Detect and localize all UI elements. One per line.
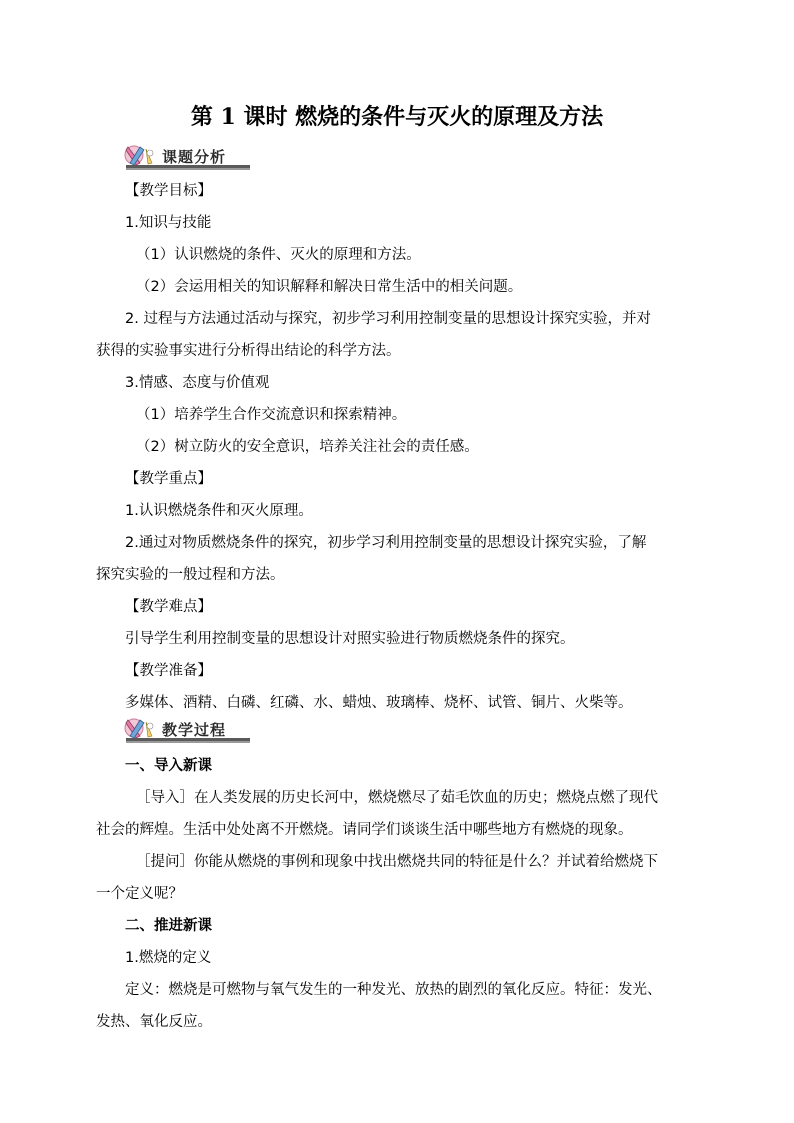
preparation-heading: 【教学准备】 xyxy=(125,663,212,679)
difficulty-heading: 【教学难点】 xyxy=(125,599,212,615)
intro-line1: ［导入］在人类发展的历史长河中，燃烧燃尽了茹毛饮血的历史；燃烧点燃了现代 xyxy=(136,790,658,806)
definition-heading: 1.燃烧的定义 xyxy=(125,950,212,966)
objective-3b: （2）树立防火的安全意识，培养关注社会的责任感。 xyxy=(136,439,479,455)
objective-3: 3.情感、态度与价值观 xyxy=(125,375,270,391)
objective-2-line1: 2. 过程与方法通过活动与探究，初步学习利用控制变量的思想设计探究实验，并对 xyxy=(125,311,651,327)
key-point-1: 1.认识燃烧条件和灭火原理。 xyxy=(125,503,313,519)
page-title: 第 1 课时 燃烧的条件与灭火的原理及方法 xyxy=(190,104,604,130)
question-line2: 一个定义呢？ xyxy=(96,886,183,902)
objective-2-line2: 获得的实验事实进行分析得出结论的科学方法。 xyxy=(96,343,401,359)
definition-line2: 发热、氧化反应。 xyxy=(96,1014,212,1030)
preparation-1: 多媒体、酒精、白磷、红磷、水、蜡烛、玻璃棒、烧杯、试管、铜片、火柴等。 xyxy=(125,695,633,711)
question-line1: ［提问］你能从燃烧的事例和现象中找出燃烧共同的特征是什么？并试着给燃烧下 xyxy=(136,854,658,870)
key-points-heading: 【教学重点】 xyxy=(125,471,212,487)
key-point-2-line2: 探究实验的一般过程和方法。 xyxy=(96,567,285,583)
section-banner-analysis xyxy=(120,143,252,173)
section-heading-new-lesson: 二、推进新课 xyxy=(125,918,212,934)
section-heading-intro: 一、导入新课 xyxy=(125,758,212,774)
intro-line2: 社会的辉煌。生活中处处离不开燃烧。请同学们谈谈生活中哪些地方有燃烧的现象。 xyxy=(96,822,633,838)
definition-line1: 定义：燃烧是可燃物与氧气发生的一种发光、放热的剧烈的氧化反应。特征：发光、 xyxy=(125,982,662,998)
objectives-heading: 【教学目标】 xyxy=(125,183,212,199)
key-point-2-line1: 2.通过对物质燃烧条件的探究，初步学习利用控制变量的思想设计探究实验，了解 xyxy=(125,535,647,551)
banner-label: 教学过程 xyxy=(162,721,227,739)
objective-1a: （1）认识燃烧的条件、灭火的原理和方法。 xyxy=(136,247,421,263)
section-banner-process xyxy=(120,716,252,746)
objective-1b: （2）会运用相关的知识解释和解决日常生活中的相关问题。 xyxy=(136,279,523,295)
objective-3a: （1）培养学生合作交流意识和探索精神。 xyxy=(136,407,407,423)
banner-label: 课题分析 xyxy=(162,148,227,166)
difficulty-1: 引导学生利用控制变量的思想设计对照实验进行物质燃烧条件的探究。 xyxy=(125,631,575,647)
objective-1: 1.知识与技能 xyxy=(125,215,212,231)
